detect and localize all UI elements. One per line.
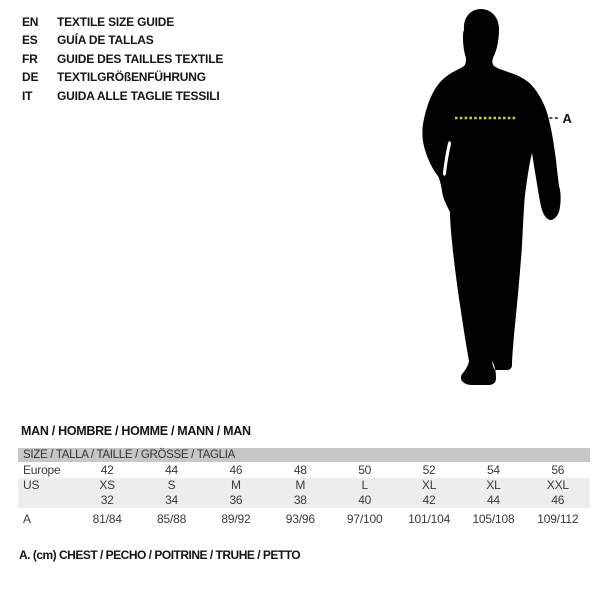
size-table-row bbox=[18, 478, 590, 493]
language-title: GUÍA DE TALLAS bbox=[57, 33, 154, 48]
size-cell: 54 bbox=[486, 462, 500, 477]
size-cell: XS bbox=[99, 478, 115, 492]
language-code: ES bbox=[22, 33, 38, 48]
language-code: FR bbox=[22, 51, 38, 66]
size-cell: S bbox=[167, 478, 176, 492]
size-cell: L bbox=[361, 478, 368, 492]
language-title: TEXTILGRÖßENFÜHRUNG bbox=[57, 70, 206, 85]
size-table bbox=[18, 448, 590, 529]
size-cell: 93/96 bbox=[285, 512, 315, 526]
language-row bbox=[22, 68, 223, 86]
size-cell: 52 bbox=[422, 462, 436, 477]
man-silhouette-figure bbox=[405, 0, 590, 400]
size-table-row bbox=[18, 493, 590, 508]
size-cell: 105/108 bbox=[472, 512, 515, 526]
man-silhouette bbox=[422, 9, 560, 385]
language-row bbox=[22, 50, 223, 68]
size-cell: 85/88 bbox=[157, 512, 187, 526]
size-table-row bbox=[18, 462, 590, 478]
size-cell: 56 bbox=[551, 462, 565, 477]
size-cell: M bbox=[295, 478, 306, 492]
size-cell: M bbox=[231, 478, 241, 492]
size-cell: XXL bbox=[546, 478, 569, 492]
size-cell: 48 bbox=[293, 462, 307, 477]
size-table-body bbox=[18, 462, 590, 529]
size-cell: 101/104 bbox=[408, 512, 451, 526]
language-title: TEXTILE SIZE GUIDE bbox=[57, 15, 175, 29]
size-cell: 44 bbox=[486, 493, 500, 507]
size-cell: XL bbox=[486, 478, 501, 492]
language-code: IT bbox=[22, 88, 33, 103]
size-cell: XL bbox=[421, 478, 437, 492]
language-row bbox=[22, 13, 223, 31]
size-row-label: US bbox=[23, 478, 40, 492]
size-cell: 97/100 bbox=[346, 512, 383, 526]
size-cell: 50 bbox=[358, 462, 372, 477]
size-cell: 46 bbox=[229, 462, 243, 477]
language-row bbox=[22, 31, 223, 49]
language-title-list bbox=[22, 13, 223, 105]
size-cell: 109/112 bbox=[537, 512, 579, 526]
gender-caption: MAN / HOMBRE / HOMME / MANN / MAN bbox=[21, 424, 251, 438]
language-title: GUIDE DES TAILLES TEXTILE bbox=[57, 51, 224, 66]
size-table-header: SIZE / TALLA / TAILLE / GRÖSSE / TAGLIA bbox=[18, 448, 590, 462]
measure-footnote: A. (cm) CHEST / PECHO / POITRINE / TRUHE / PETTO bbox=[19, 548, 301, 562]
size-cell: 32 bbox=[100, 493, 114, 507]
language-code: DE bbox=[22, 70, 39, 85]
size-cell: 38 bbox=[293, 493, 307, 507]
size-cell: 89/92 bbox=[221, 512, 251, 526]
measure-label: A bbox=[562, 111, 572, 126]
language-code: EN bbox=[22, 15, 39, 29]
size-table-row bbox=[18, 508, 590, 529]
size-row-label: A bbox=[23, 512, 31, 526]
language-row bbox=[22, 87, 223, 105]
size-row-label: Europe bbox=[23, 462, 61, 477]
size-cell: 34 bbox=[165, 493, 179, 507]
size-cell: 40 bbox=[358, 493, 372, 507]
size-cell: 42 bbox=[422, 493, 436, 507]
size-cell: 44 bbox=[165, 462, 179, 477]
size-cell: 81/84 bbox=[92, 512, 122, 526]
size-cell: 42 bbox=[100, 462, 114, 477]
language-title: GUIDA ALLE TAGLIE TESSILI bbox=[57, 88, 220, 103]
size-cell: 46 bbox=[551, 493, 565, 507]
size-cell: 36 bbox=[229, 493, 243, 507]
